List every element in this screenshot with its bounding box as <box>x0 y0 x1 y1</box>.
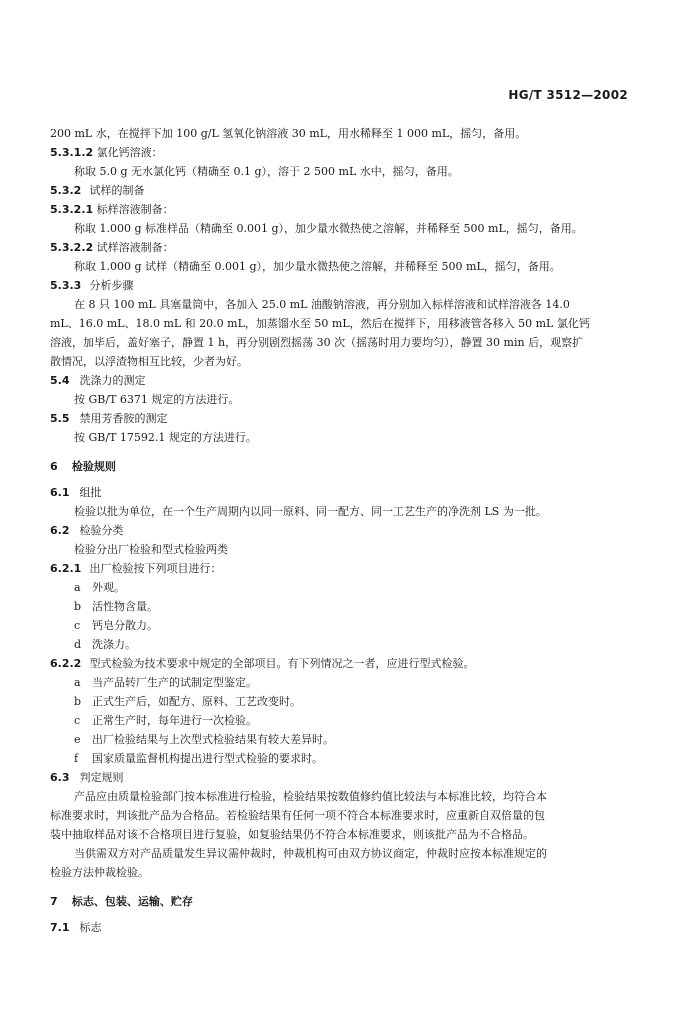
clause-number: 6.1 <box>50 486 70 499</box>
list-text: 正式生产后，如配方、原料、工艺改变时。 <box>92 695 301 708</box>
list-letter: b <box>74 600 82 613</box>
list-text: 出厂检验结果与上次型式检验结果有较大差异时。 <box>92 733 334 746</box>
procedure-line-2: mL、16.0 mL、18.0 mL 和 20.0 mL，加蒸馏水至 50 mL，然后在搅拌下，用移液管各移入 50 mL 氯化钙 <box>50 317 590 330</box>
clause-number: 7.1 <box>50 921 70 934</box>
list-text: 活性物含量。 <box>92 600 158 613</box>
clause-body: 按 GB/T 17592.1 规定的方法进行。 <box>74 431 257 444</box>
clause-6-2-2 <box>50 654 630 673</box>
list-letter: f <box>74 752 79 765</box>
clause-number: 6.2.2 <box>50 657 82 670</box>
clause-title: 标志 <box>79 921 102 934</box>
list-item <box>50 616 630 635</box>
list-text: 洗涤力。 <box>92 638 136 651</box>
list-text: 当产品转厂生产的试制定型鉴定。 <box>92 676 257 689</box>
list-letter: a <box>74 581 81 594</box>
list-letter: d <box>74 638 82 651</box>
clause-title: 组批 <box>79 486 102 499</box>
clause-number: 5.3.2 <box>50 184 82 197</box>
clause-title: 试样的制备 <box>89 184 145 197</box>
list-item <box>50 578 630 597</box>
list-item <box>50 730 630 749</box>
clause-number: 5.4 <box>50 374 70 387</box>
clause-number: 5.5 <box>50 412 70 425</box>
clause-title: 出厂检验按下列项目进行： <box>89 562 222 575</box>
clause-5-3-2 <box>50 181 630 200</box>
list-item <box>50 673 630 692</box>
clause-5-3-2-1 <box>50 200 630 219</box>
clause-title: 洗涤力的测定 <box>79 374 146 387</box>
clause-number: 5.3.2.1 <box>50 203 94 216</box>
clause-body: 称取 1.000 g 试样（精确至 0.001 g），加少量水微热使之溶解，并稀释至 500 mL，摇匀，备用。 <box>74 260 561 273</box>
judgement-line-1: 产品应由质量检验部门按本标准进行检验，检验结果按数值修约值比较法与本标准比较，均符合本 <box>74 790 547 803</box>
clause-number: 6.2.1 <box>50 562 82 575</box>
chapter-title: 标志、包装、运输、贮存 <box>71 895 193 908</box>
clause-title: 氯化钙溶液： <box>96 146 163 159</box>
document-body <box>50 124 630 937</box>
list-item <box>50 597 630 616</box>
chapter-6-heading <box>50 457 630 476</box>
clause-6-3 <box>50 768 630 787</box>
list-item <box>50 749 630 768</box>
chapter-number: 6 <box>50 460 58 473</box>
procedure-line-1: 在 8 只 100 mL 具塞量筒中，各加入 25.0 mL 油酸钠溶液，再分别加入标样溶液和试样溶液各 14.0 <box>74 298 570 311</box>
clause-number: 5.3.2.2 <box>50 241 94 254</box>
list-item <box>50 692 630 711</box>
list-letter: c <box>74 714 81 727</box>
clause-title: 型式检验为技术要求中规定的全部项目。有下列情况之一者，应进行型式检验。 <box>89 657 475 670</box>
list-item <box>50 635 630 654</box>
list-letter: e <box>74 733 81 746</box>
clause-5-5 <box>50 409 630 428</box>
clause-5-4 <box>50 371 630 390</box>
procedure-line-3: 溶液，加毕后，盖好塞子，静置 1 h，再分别剧烈摇荡 30 次（摇荡时用力要均匀），静置 30 min 后，观察扩 <box>50 336 584 349</box>
clause-5-3-3 <box>50 276 630 295</box>
clause-5-3-1-2 <box>50 143 630 162</box>
list-letter: c <box>74 619 81 632</box>
clause-5-3-2-2 <box>50 238 630 257</box>
chapter-title: 检验规则 <box>71 460 116 473</box>
procedure-line-4: 散情况，以浮渣物相互比较，少者为好。 <box>50 355 248 368</box>
clause-number: 5.3.3 <box>50 279 82 292</box>
clause-number: 5.3.1.2 <box>50 146 94 159</box>
continued-paragraph: 200 mL 水，在搅拌下加 100 g/L 氢氧化钠溶液 30 mL，用水稀释至 1 000 mL，摇匀，备用。 <box>50 127 527 140</box>
clause-body: 称取 5.0 g 无水氯化钙（精确至 0.1 g），溶于 2 500 mL 水中，摇匀，备用。 <box>74 165 459 178</box>
clause-body: 按 GB/T 6371 规定的方法进行。 <box>74 393 240 406</box>
clause-title: 禁用芳香胺的测定 <box>79 412 168 425</box>
chapter-7-heading <box>50 892 630 911</box>
list-text: 正常生产时，每年进行一次检验。 <box>92 714 257 727</box>
list-text: 国家质量监督机构提出进行型式检验的要求时。 <box>92 752 323 765</box>
judgement-line-5: 检验方法仲裁检验。 <box>50 866 149 879</box>
list-letter: a <box>74 676 81 689</box>
clause-body: 称取 1.000 g 标准样品（精确至 0.001 g），加少量水微热使之溶解，并稀释至 500 mL，摇匀，备用。 <box>74 222 583 235</box>
clause-body: 检验分出厂检验和型式检验两类 <box>74 543 228 556</box>
judgement-line-2: 标准要求时，判该批产品为合格品。若检验结果有任何一项不符合本标准要求时，应重新自双倍量的包 <box>50 809 545 822</box>
list-letter: b <box>74 695 82 708</box>
clause-number: 6.2 <box>50 524 70 537</box>
clause-title: 标样溶液制备： <box>96 203 174 216</box>
clause-title: 试样溶液制备： <box>96 241 174 254</box>
clause-title: 检验分类 <box>79 524 124 537</box>
judgement-line-3: 装中抽取样品对该不合格项目进行复验，如复验结果仍不符合本标准要求，则该批产品为不合格品。 <box>50 828 534 841</box>
list-text: 钙皂分散力。 <box>92 619 158 632</box>
list-text: 外观。 <box>92 581 125 594</box>
chapter-number: 7 <box>50 895 58 908</box>
clause-number: 6.3 <box>50 771 70 784</box>
clause-6-2 <box>50 521 630 540</box>
list-item <box>50 711 630 730</box>
standard-code: HG/T 3512—2002 <box>508 88 628 102</box>
clause-6-2-1 <box>50 559 630 578</box>
clause-6-1 <box>50 483 630 502</box>
clause-body: 检验以批为单位，在一个生产周期内以同一原料、同一配方、同一工艺生产的净洗剂 LS 为一批。 <box>74 505 547 518</box>
judgement-line-4: 当供需双方对产品质量发生异议需仲裁时，仲裁机构可由双方协议商定，仲裁时应按本标准规定的 <box>74 847 547 860</box>
clause-title: 判定规则 <box>79 771 124 784</box>
clause-7-1 <box>50 918 630 937</box>
clause-title: 分析步骤 <box>89 279 134 292</box>
